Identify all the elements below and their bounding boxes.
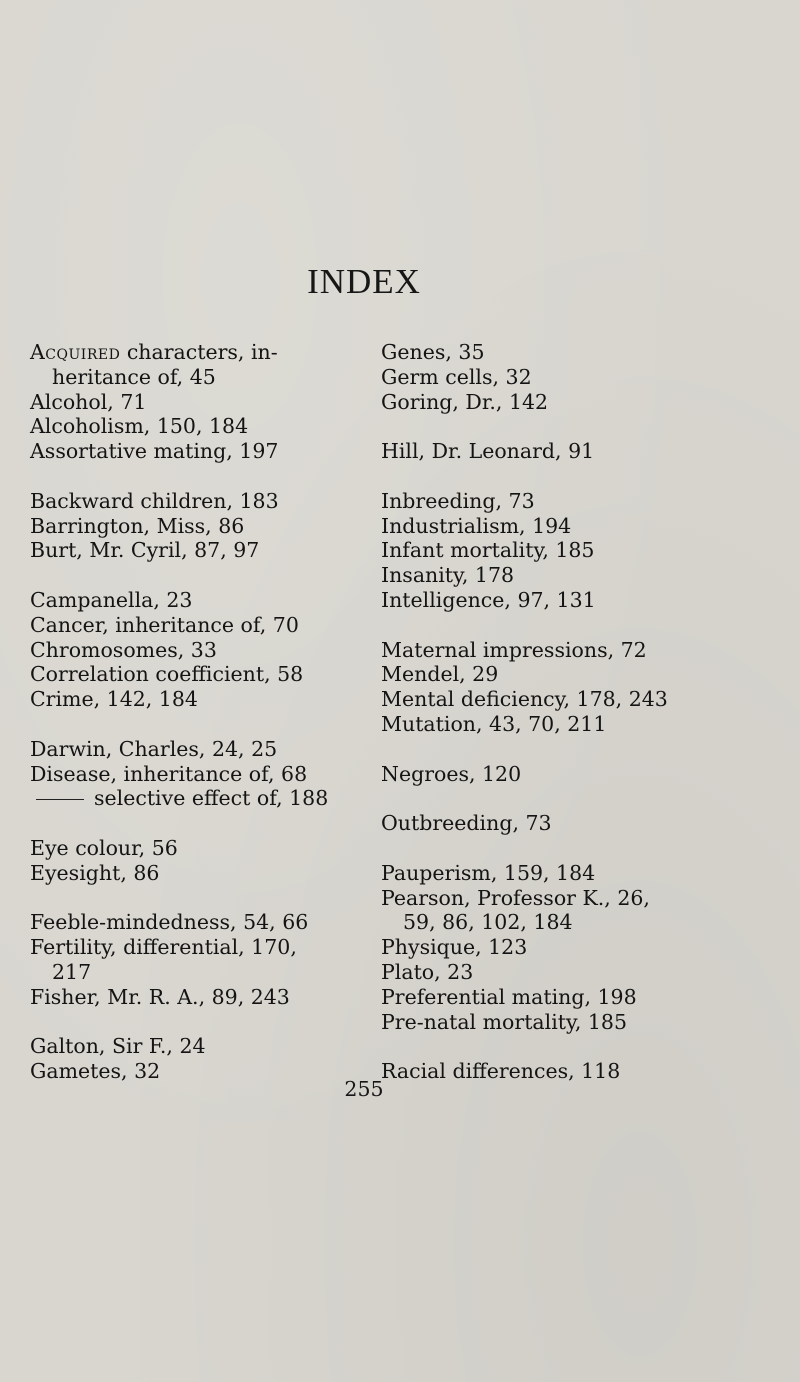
index-entry bbox=[30, 662, 360, 687]
index-entry bbox=[381, 390, 781, 415]
index-entry-text: Alcoholism, 150, 184 bbox=[30, 414, 249, 439]
index-entry bbox=[30, 638, 360, 663]
index-entry-text: Preferential mating, 198 bbox=[381, 984, 637, 1009]
index-entry-text: Pre-natal mortality, 185 bbox=[381, 1009, 628, 1034]
index-entry-text: Crime, 142, 184 bbox=[30, 687, 198, 712]
index-entry-text: Alcohol, 71 bbox=[30, 389, 147, 414]
index-entry-text: Backward children, 183 bbox=[30, 488, 279, 513]
index-spacer bbox=[30, 563, 360, 588]
index-entry bbox=[381, 439, 781, 464]
index-entry-text: selective effect of, 188 bbox=[94, 786, 329, 811]
index-spacer bbox=[30, 464, 360, 489]
index-entry bbox=[381, 340, 781, 365]
index-spacer bbox=[381, 613, 781, 638]
index-entry bbox=[30, 836, 360, 861]
index-spacer bbox=[381, 464, 781, 489]
index-entry-text: Mental deficiency, 178, 243 bbox=[381, 687, 668, 712]
index-entry-text: Plato, 23 bbox=[381, 959, 474, 984]
index-entry-text: Intelligence, 97, 131 bbox=[381, 587, 596, 612]
index-entry bbox=[30, 935, 360, 960]
index-entry-text: Gametes, 32 bbox=[30, 1059, 161, 1084]
index-entry-text: Genes, 35 bbox=[381, 340, 485, 364]
index-entry bbox=[381, 811, 781, 836]
index-entry-text: Pearson, Professor K., 26, bbox=[381, 885, 650, 910]
index-entry-text: Mutation, 43, 70, 211 bbox=[381, 711, 607, 736]
index-entry bbox=[381, 1010, 781, 1035]
index-entry-text: Outbreeding, 73 bbox=[381, 811, 552, 836]
index-entry-text: characters, in- bbox=[120, 340, 278, 364]
index-entry-text: Cancer, inheritance of, 70 bbox=[30, 612, 299, 637]
index-entry-text: Insanity, 178 bbox=[381, 563, 515, 588]
index-entry-text: Pauperism, 159, 184 bbox=[381, 860, 596, 885]
index-spacer bbox=[381, 737, 781, 762]
index-entry-text: Goring, Dr., 142 bbox=[381, 389, 549, 414]
index-entry-text: Fisher, Mr. R. A., 89, 243 bbox=[30, 984, 290, 1009]
index-entry bbox=[381, 712, 781, 737]
index-entry bbox=[381, 935, 781, 960]
index-entry bbox=[381, 365, 781, 390]
index-entry-text: Fertility, differential, 170, bbox=[30, 935, 297, 960]
index-entry bbox=[30, 910, 360, 935]
index-spacer bbox=[381, 786, 781, 811]
index-entry bbox=[381, 762, 781, 787]
index-entry bbox=[381, 662, 781, 687]
index-entry bbox=[30, 687, 360, 712]
index-entry-text: Eye colour, 56 bbox=[30, 835, 178, 860]
index-entry bbox=[30, 1034, 360, 1059]
index-entry-text: Campanella, 23 bbox=[30, 587, 193, 612]
index-entry bbox=[30, 737, 360, 762]
index-entry bbox=[30, 588, 360, 613]
index-entry-continuation bbox=[30, 960, 360, 985]
index-entry bbox=[30, 514, 360, 539]
index-entry bbox=[381, 489, 781, 514]
index-entry bbox=[30, 538, 360, 563]
index-entry-text: Eyesight, 86 bbox=[30, 860, 160, 885]
index-entry-text: Germ cells, 32 bbox=[381, 364, 532, 389]
index-entry bbox=[30, 762, 360, 787]
index-entry bbox=[381, 861, 781, 886]
index-entry-text: Disease, inheritance of, 68 bbox=[30, 761, 308, 786]
index-entry-text: Infant mortality, 185 bbox=[381, 538, 595, 563]
index-entry-continuation bbox=[381, 910, 781, 935]
index-column-right bbox=[381, 340, 781, 1084]
index-entry-text: heritance of, 45 bbox=[52, 364, 216, 389]
index-entry-text: Racial differences, 118 bbox=[381, 1059, 621, 1084]
index-entry bbox=[30, 340, 360, 365]
index-entry bbox=[381, 687, 781, 712]
index-entry bbox=[381, 563, 781, 588]
index-entry-text: Chromosomes, 33 bbox=[30, 637, 217, 662]
index-entry bbox=[30, 861, 360, 886]
index-entry bbox=[381, 985, 781, 1010]
index-spacer bbox=[381, 836, 781, 861]
index-spacer bbox=[381, 414, 781, 439]
index-entry-text: Burt, Mr. Cyril, 87, 97 bbox=[30, 538, 260, 563]
index-entry-text: 217 bbox=[52, 959, 92, 984]
index-entry-text: Mendel, 29 bbox=[381, 662, 499, 687]
page-number: 255 bbox=[344, 1077, 384, 1101]
ditto-dash bbox=[36, 799, 84, 800]
index-entry-text: Barrington, Miss, 86 bbox=[30, 513, 245, 538]
index-entry-text: Hill, Dr. Leonard, 91 bbox=[381, 439, 595, 464]
page-title: INDEX bbox=[307, 262, 421, 301]
index-spacer bbox=[30, 1010, 360, 1035]
index-spacer bbox=[30, 811, 360, 836]
index-entry-continuation bbox=[30, 365, 360, 390]
index-column-left bbox=[30, 340, 360, 1084]
index-entry bbox=[30, 613, 360, 638]
index-entry bbox=[381, 588, 781, 613]
index-entry-text: Maternal impressions, 72 bbox=[381, 637, 647, 662]
index-entry-text: 59, 86, 102, 184 bbox=[403, 910, 573, 935]
index-entry bbox=[381, 514, 781, 539]
index-entry-lead: Acquired bbox=[30, 340, 121, 364]
index-entry bbox=[381, 960, 781, 985]
index-entry-text: Inbreeding, 73 bbox=[381, 488, 535, 513]
index-spacer bbox=[30, 712, 360, 737]
index-entry-text: Assortative mating, 197 bbox=[30, 439, 279, 464]
index-subentry bbox=[30, 786, 360, 811]
index-entry bbox=[30, 414, 360, 439]
index-entry-text: Feeble-mindedness, 54, 66 bbox=[30, 910, 309, 935]
index-entry-text: Galton, Sir F., 24 bbox=[30, 1034, 206, 1059]
index-entry-text: Negroes, 120 bbox=[381, 761, 522, 786]
index-spacer bbox=[30, 886, 360, 911]
index-entry-text: Darwin, Charles, 24, 25 bbox=[30, 736, 278, 761]
index-entry-text: Physique, 123 bbox=[381, 935, 528, 960]
index-entry bbox=[381, 886, 781, 911]
index-entry bbox=[30, 489, 360, 514]
index-entry bbox=[381, 638, 781, 663]
index-entry bbox=[30, 390, 360, 415]
index-entry-text: Correlation coefficient, 58 bbox=[30, 662, 304, 687]
index-entry-text: Industrialism, 194 bbox=[381, 513, 572, 538]
index-spacer bbox=[381, 1034, 781, 1059]
index-entry bbox=[381, 538, 781, 563]
index-entry bbox=[30, 985, 360, 1010]
index-entry bbox=[30, 439, 360, 464]
